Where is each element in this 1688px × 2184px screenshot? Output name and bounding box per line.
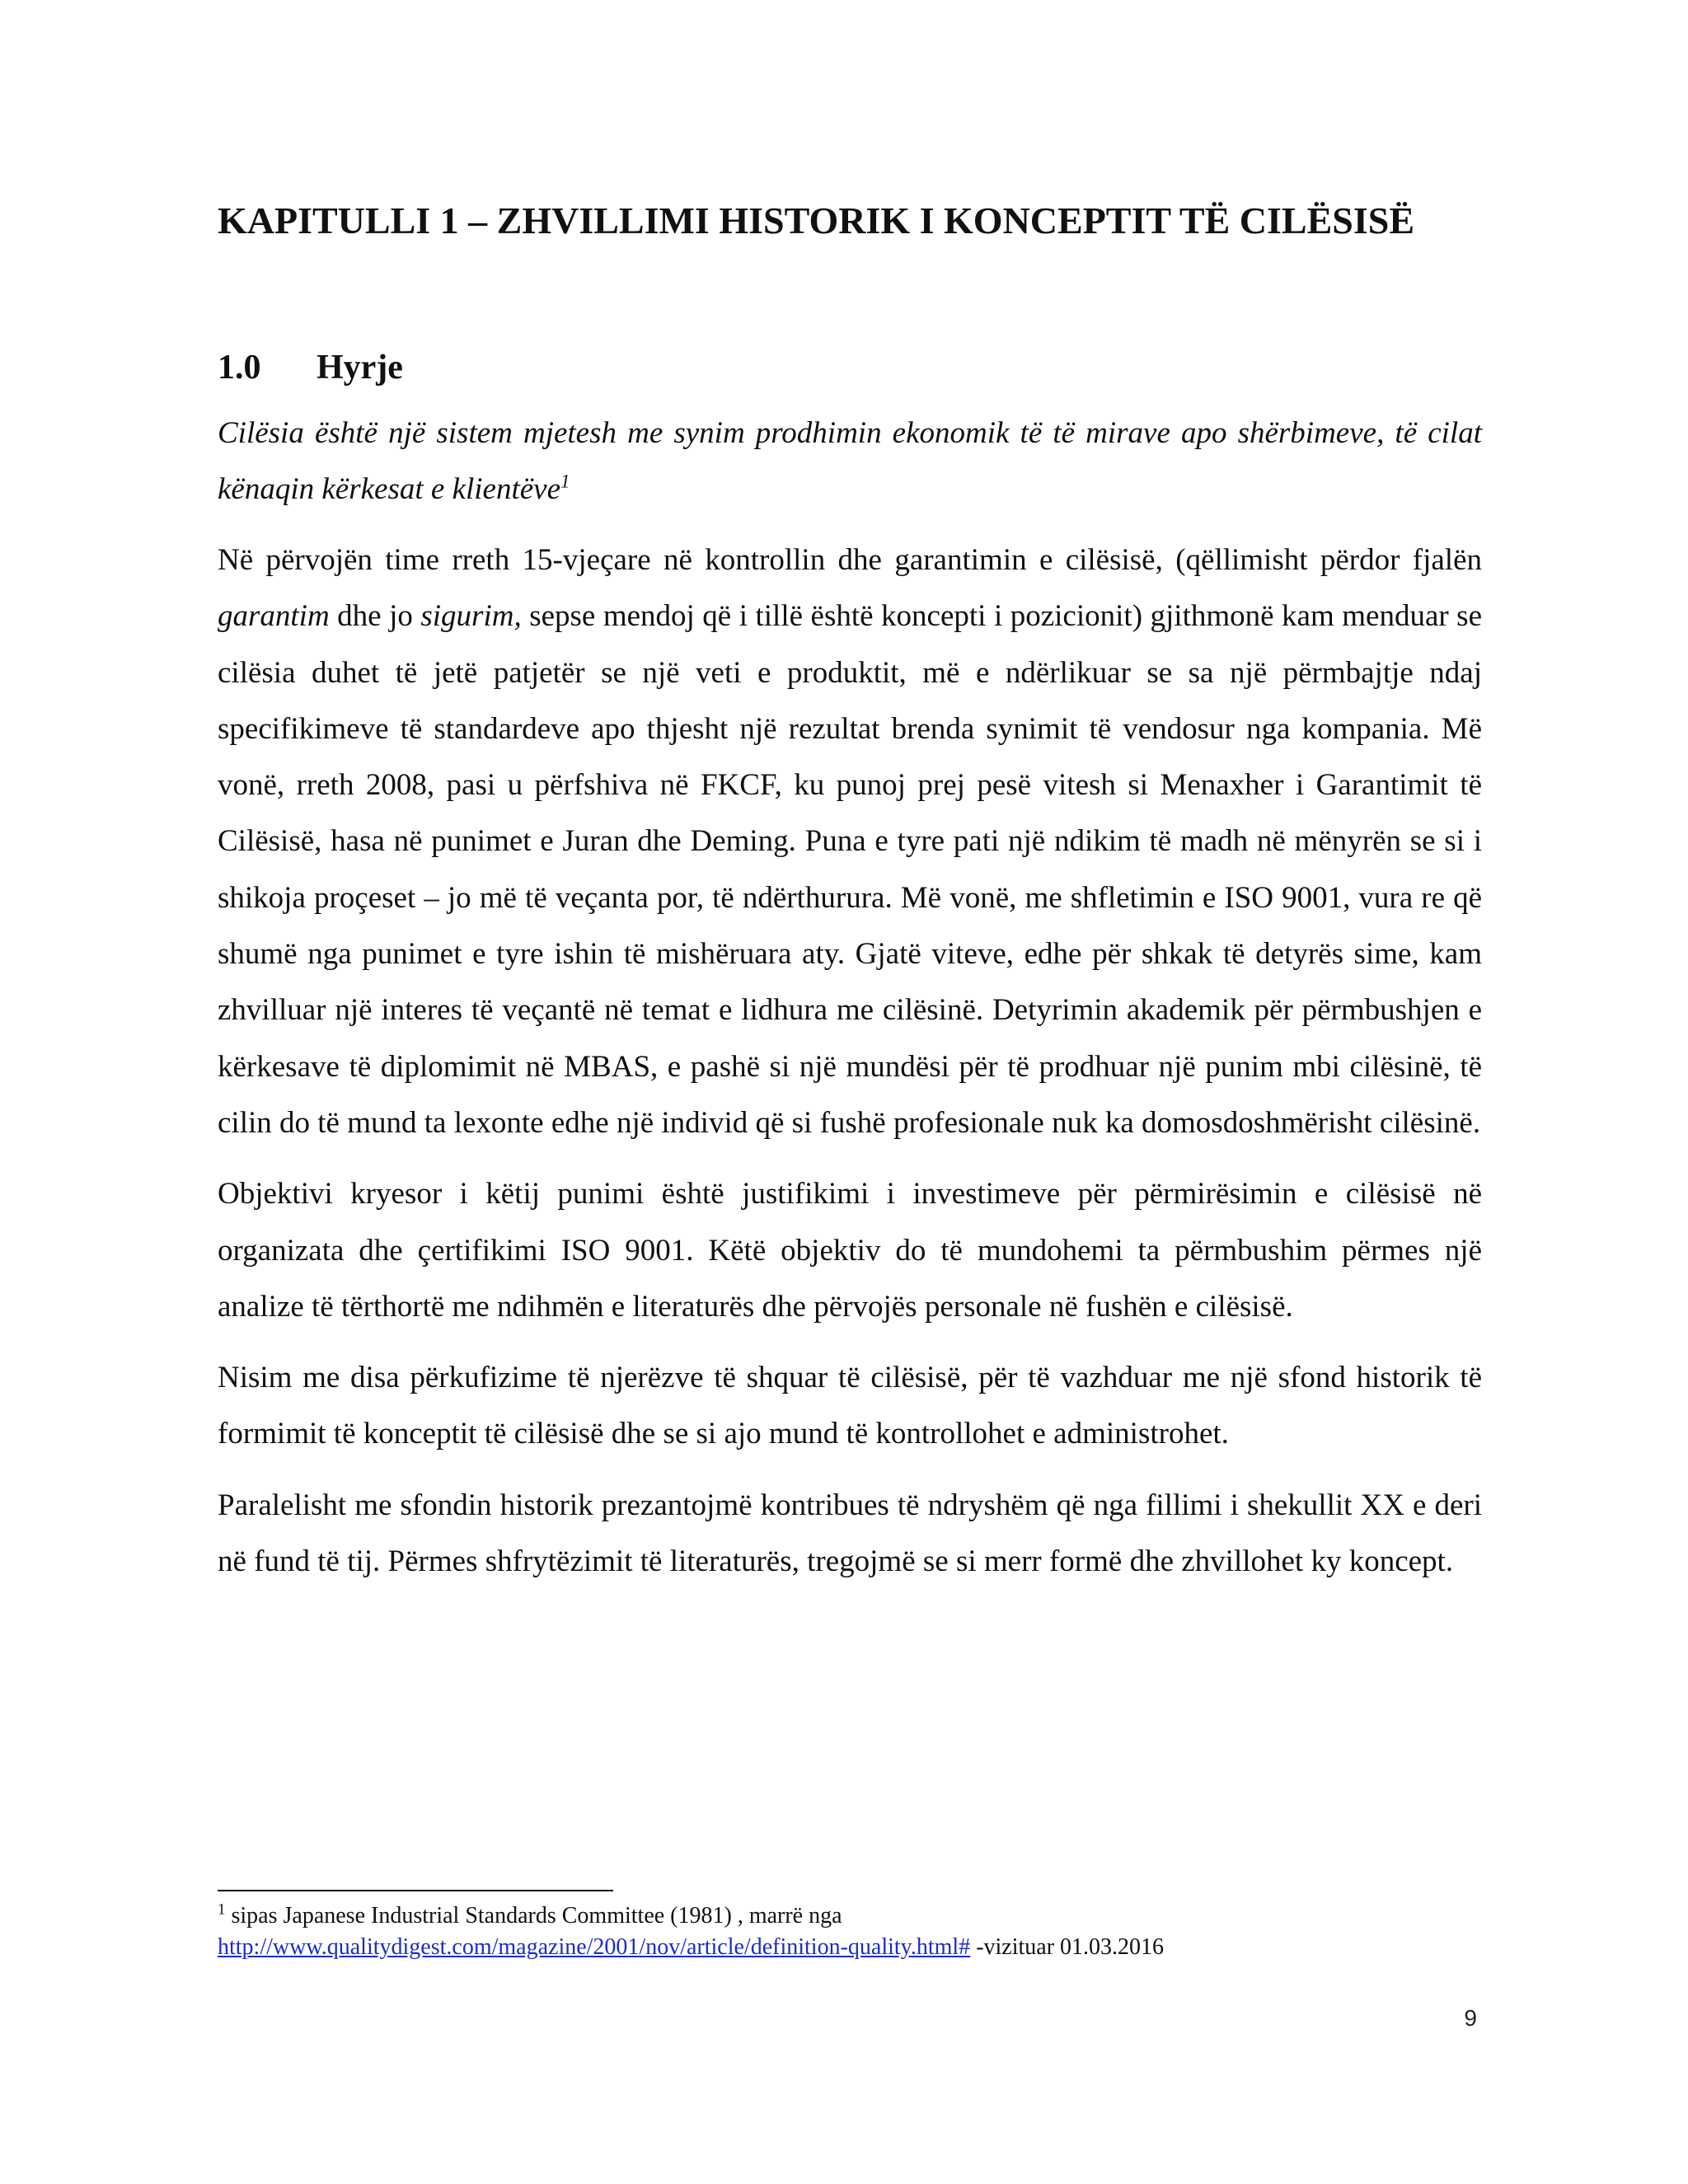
paragraph-definitions: Nisim me disa përkufizime të njerëzve të shquar të cilësisë, për të vazhduar me një sfond historik të formimit të konceptit të cilësisë dhe se si ajo mund të kontrollohet e administrohet. (218, 1361, 1482, 1451)
paragraph-experience (218, 532, 1482, 1151)
motto-quote (218, 405, 1482, 518)
footnote-link[interactable]: http://www.qualitydigest.com/magazine/2001/nov/article/definition-quality.html# (218, 1934, 971, 1960)
footnote-text: sipas Japanese Industrial Standards Committee (1981) , marrë nga (225, 1903, 842, 1929)
motto-text: Cilësia është një sistem mjetesh me synim prodhimin ekonomik të të mirave apo shërbimeve, të cilat kënaqin kërkesat e klientëve (218, 416, 1482, 506)
body-text (218, 405, 1482, 1590)
footnote-reference[interactable]: 1 (560, 471, 570, 492)
paragraph-experience-part1: Në përvojën time rreth 15-vjeçare në kontrollin dhe garantimin e cilësisë, (qëllimisht përdor fjalën (218, 543, 1482, 577)
paragraph-experience-part3: sepse mendoj që i tillë është koncepti i pozicionit) gjithmonë kam menduar se cilësia duhet të jetë patjetër se një veti e produktit, më e ndërlikuar se sa një përmbajtje ndaj specifikimeve të standardeve apo thjesht një rezultat brenda synimit të vendosur nga kompania. Më vonë, rreth 2008, pasi u përfshiva në FKCF, ku punoj prej pesë vitesh si Menaxher i Garantimit të Cilësisë, hasa në punimet e Juran dhe Deming. Puna e tyre pati një ndikim të madh në mënyrën se si i shikoja proçeset – jo më të veçanta por, të ndërthurura. Më vonë, me shfletimin e ISO 9001, vura re që shumë nga punimet e tyre ishin të mishëruara aty. Gjatë viteve, edhe për shkak të detyrës sime, kam zhvilluar një interes të veçantë në temat e lidhura me cilësinë. Detyrimin akademik për përmbushjen e kërkesave të diplomimit në MBAS, e pashë si një mundësi për të prodhuar një punim mbi cilësinë, të cilin do të mund ta lexonte edhe një individ që si fushë profesionale nuk ka domosdoshmërisht cilësinë. (218, 599, 1482, 1140)
paragraph-experience-part2: dhe jo (329, 599, 421, 634)
emphasis-garantim: garantim (218, 599, 330, 634)
section-title: Hyrje (316, 349, 403, 387)
chapter-title: KAPITULLI 1 – ZHVILLIMI HISTORIK I KONCEPTIT TË CILËSISË (218, 199, 1415, 241)
footnote-marker: 1 (218, 1900, 226, 1919)
paragraph-historical: Paralelisht me sfondin historik prezantojmë kontribues të ndryshëm që nga fillimi i shekullit XX e deri në fund të tij. Përmes shfrytëzimit të literaturës, tregojmë se si merr formë dhe zhvillohet ky koncept. (218, 1488, 1482, 1579)
footnote-visited-date: -vizituar 01.03.2016 (970, 1934, 1165, 1960)
footnote-separator (218, 1890, 613, 1891)
emphasis-sigurim: sigurim, (420, 599, 522, 634)
paragraph-objective: Objektivi kryesor i këtij punimi është justifikimi i investimeve për përmirësimin e cilësisë në organizata dhe çertifikimi ISO 9001. Këtë objektiv do të mundohemi ta përmbushim përmes një analize të tërthortë me ndihmën e literaturës dhe përvojës personale në fushën e cilësisë. (218, 1177, 1482, 1324)
footnote (218, 1900, 1503, 1963)
page-number: 9 (1464, 2005, 1477, 2031)
section-heading (218, 344, 403, 391)
section-number: 1.0 (218, 349, 261, 387)
